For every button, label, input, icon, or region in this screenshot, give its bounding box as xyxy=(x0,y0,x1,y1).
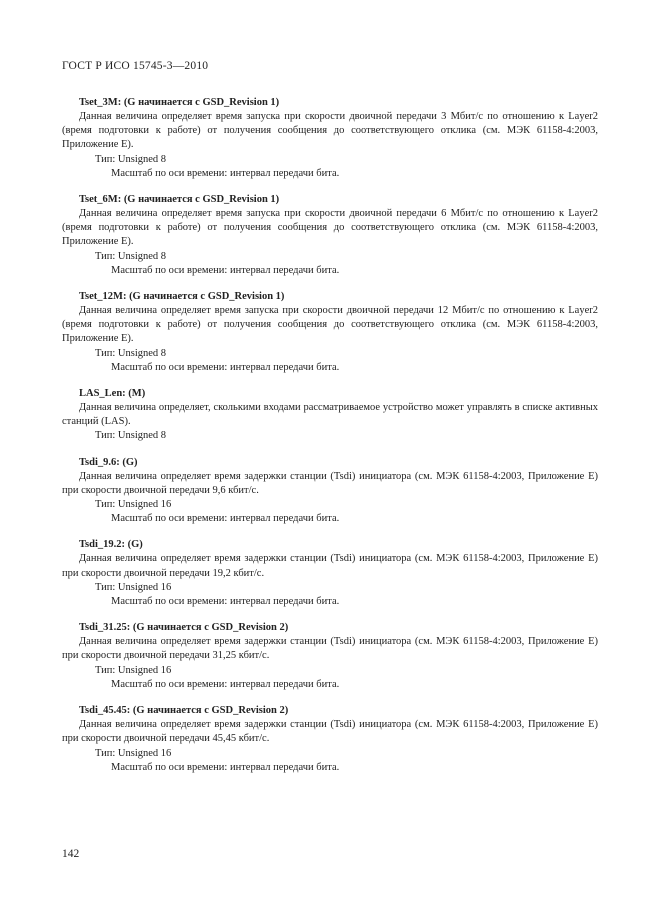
parameter-description: Данная величина определяет время запуска при скорости двоичной передачи 6 Мбит/с по отношению к Layer2 (время подготовки к работе) от получения сообщения до соответствующего отклика (см. МЭК 61158-4:2003, Приложение Е). xyxy=(62,208,598,248)
parameter-entry xyxy=(62,704,598,775)
parameter-entry xyxy=(62,96,598,181)
parameter-type: Тип: Unsigned 8 xyxy=(95,153,167,165)
parameter-scale: Масштаб по оси времени: интервал передачи бита. xyxy=(111,596,340,608)
parameter-scale: Масштаб по оси времени: интервал передачи бита. xyxy=(111,361,340,373)
parameter-type: Тип: Unsigned 8 xyxy=(95,347,167,359)
parameter-type: Тип: Unsigned 16 xyxy=(95,499,172,511)
parameter-scale: Масштаб по оси времени: интервал передачи бита. xyxy=(111,264,340,276)
parameter-type: Тип: Unsigned 16 xyxy=(95,747,172,759)
parameter-title: Tsdi_9.6: (G) xyxy=(79,456,138,468)
parameter-title: Tsdi_45.45: (G начинается с GSD_Revision 2) xyxy=(79,705,289,717)
parameter-entry xyxy=(62,456,598,527)
parameter-entry xyxy=(62,290,598,375)
parameter-title: Tsdi_19.2: (G) xyxy=(79,539,143,551)
parameter-description: Данная величина определяет время задержки станции (Tsdi) инициатора (см. МЭК 61158-4:2003, Приложение Е) при скорости двоичной передачи 19,2 кбит/с. xyxy=(62,553,598,579)
parameter-entry xyxy=(62,538,598,609)
parameter-description: Данная величина определяет время задержки станции (Tsdi) инициатора (см. МЭК 61158-4:2003, Приложение Е) при скорости двоичной передачи 45,45 кбит/с. xyxy=(62,719,598,745)
parameter-scale: Масштаб по оси времени: интервал передачи бита. xyxy=(111,513,340,525)
parameter-type: Тип: Unsigned 16 xyxy=(95,664,172,676)
parameter-entry xyxy=(62,621,598,692)
parameter-title: LAS_Len: (M) xyxy=(79,388,146,400)
parameter-entry xyxy=(62,193,598,278)
parameter-type: Тип: Unsigned 16 xyxy=(95,581,172,593)
parameter-type: Тип: Unsigned 8 xyxy=(95,430,167,442)
page-number: 142 xyxy=(62,848,80,860)
parameter-title: Tset_6M: (G начинается с GSD_Revision 1) xyxy=(79,194,280,206)
parameter-entry xyxy=(62,387,598,444)
parameter-description: Данная величина определяет время задержки станции (Tsdi) инициатора (см. МЭК 61158-4:2003, Приложение Е) при скорости двоичной передачи 9,6 кбит/с. xyxy=(62,470,598,496)
parameter-description: Данная величина определяет время запуска при скорости двоичной передачи 12 Мбит/с по отношению к Layer2 (время подготовки к работе) от получения сообщения до соответствующего отклика (см. МЭК 61158-4:2003, Приложение Е). xyxy=(62,305,598,345)
parameter-scale: Масштаб по оси времени: интервал передачи бита. xyxy=(111,761,340,773)
parameter-description: Данная величина определяет время задержки станции (Tsdi) инициатора (см. МЭК 61158-4:2003, Приложение Е) при скорости двоичной передачи 31,25 кбит/с. xyxy=(62,636,598,662)
parameter-title: Tsdi_31.25: (G начинается с GSD_Revision 2) xyxy=(79,622,289,634)
parameter-title: Tset_12M: (G начинается с GSD_Revision 1) xyxy=(79,291,285,303)
parameter-scale: Масштаб по оси времени: интервал передачи бита. xyxy=(111,678,340,690)
document-header: ГОСТ Р ИСО 15745-3—2010 xyxy=(62,60,209,72)
parameter-title: Tset_3M: (G начинается с GSD_Revision 1) xyxy=(79,97,280,108)
document-body xyxy=(62,96,598,787)
parameter-description: Данная величина определяет время запуска при скорости двоичной передачи 3 Мбит/с по отношению к Layer2 (время подготовки к работе) от получения сообщения до соответствующего отклика (см. МЭК 61158-4:2003, Приложение Е). xyxy=(62,111,598,151)
parameter-scale: Масштаб по оси времени: интервал передачи бита. xyxy=(111,167,340,179)
parameter-description: Данная величина определяет, сколькими входами рассматриваемое устройство может управлять в списке активных станций (LAS). xyxy=(62,402,598,428)
parameter-type: Тип: Unsigned 8 xyxy=(95,250,167,262)
